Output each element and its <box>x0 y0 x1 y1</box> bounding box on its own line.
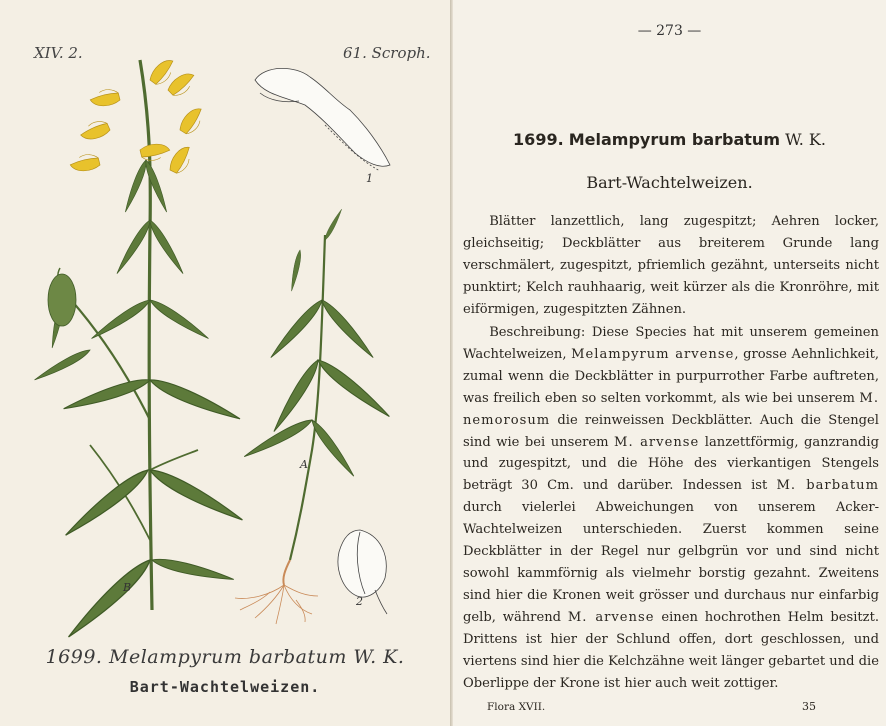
species-number: 1699. <box>513 130 564 149</box>
species-heading <box>453 130 886 149</box>
text-run: die reinweissen Deckblätter. Auch die Stengel sind wie bei unserem <box>463 412 879 450</box>
description-paragraph <box>463 322 879 694</box>
spaced-species-name: M. arvense <box>614 434 700 450</box>
plate-subcaption: Bart-Wachtelweizen. <box>129 678 321 696</box>
volume-mark: XIV. 2. <box>34 44 83 62</box>
plant-illustration <box>0 0 450 640</box>
common-name: Bart-Wachtelweizen. <box>586 173 753 192</box>
plate-caption: 1699. Melampyrum barbatum W. K. <box>45 646 405 668</box>
description-text <box>463 322 879 694</box>
figure-label-b: B <box>123 581 132 594</box>
text-run: Beschreibung: Diese Species hat mit unserem gemeinen Wachtelweizen, <box>463 325 879 362</box>
text-run: lanzettförmig, ganzrandig und zugespitzt, und die Höhe des vierkantigen Stengels beträgt 30 Cm. und darüber. Indessen ist <box>463 434 879 494</box>
spaced-species-name: M. arvense <box>567 609 655 625</box>
text-page <box>453 0 886 726</box>
spaced-species-name: Melampyrum arvense <box>571 346 735 362</box>
diagnosis-text: Blätter lanzettlich, lang zugespitzt; Aehren locker, gleichseitig; Deckblätter aus breiterem Grunde lang verschmälert, zugespitzt, pfriemlich gezähnt, unterseits nicht punktirt; Kelch rauhhaarig, weit kürzer als die Kronröhre, mit eiförmigen, zugespitzten Zähnen. <box>463 214 879 317</box>
text-run: , grosse Aehnlichkeit, zumal wenn die Deckblätter in purpurrother Farbe auftreten, was freilich eben so selten vorkommt, als wie bei unserem <box>463 346 880 406</box>
species-name: Melampyrum barbatum <box>568 130 780 149</box>
page-number: — 273 — <box>637 23 702 39</box>
footer-sheet-number: 35 <box>802 700 816 713</box>
spaced-species-name: M. barbatum <box>776 478 879 494</box>
diagnosis-paragraph <box>463 211 879 321</box>
text-run: einen hochrothen Helm besitzt. Drittens ist hier der Schlund offen, dort geschlossen, und viertens sind hier die Kelchzähne weit länger gebartet und die Oberlippe der Krone ist hier auch weit zottiger. <box>463 609 879 691</box>
species-authority: W. K. <box>785 130 826 149</box>
figure-label-2: 2 <box>356 595 363 608</box>
figure-label-a: A <box>300 458 308 471</box>
text-run: durch vielerlei Abweichungen von unserem Acker-Wachtelweizen unterschieden. Zuerst kommen seine Deckblätter in der Regel nur gelbgrün vor und sind nicht sowohl kammförnig als vielmehr borstig gezahnt. Zweitens sind hier die Kronen weit grösser und durchaus nur einfarbig gelb, während <box>463 500 879 625</box>
footer-signature: Flora XVII. <box>487 701 546 713</box>
family-mark: 61. Scroph. <box>343 44 431 62</box>
figure-label-1: 1 <box>366 172 373 185</box>
spaced-species-name: M. nemorosum <box>463 390 879 428</box>
